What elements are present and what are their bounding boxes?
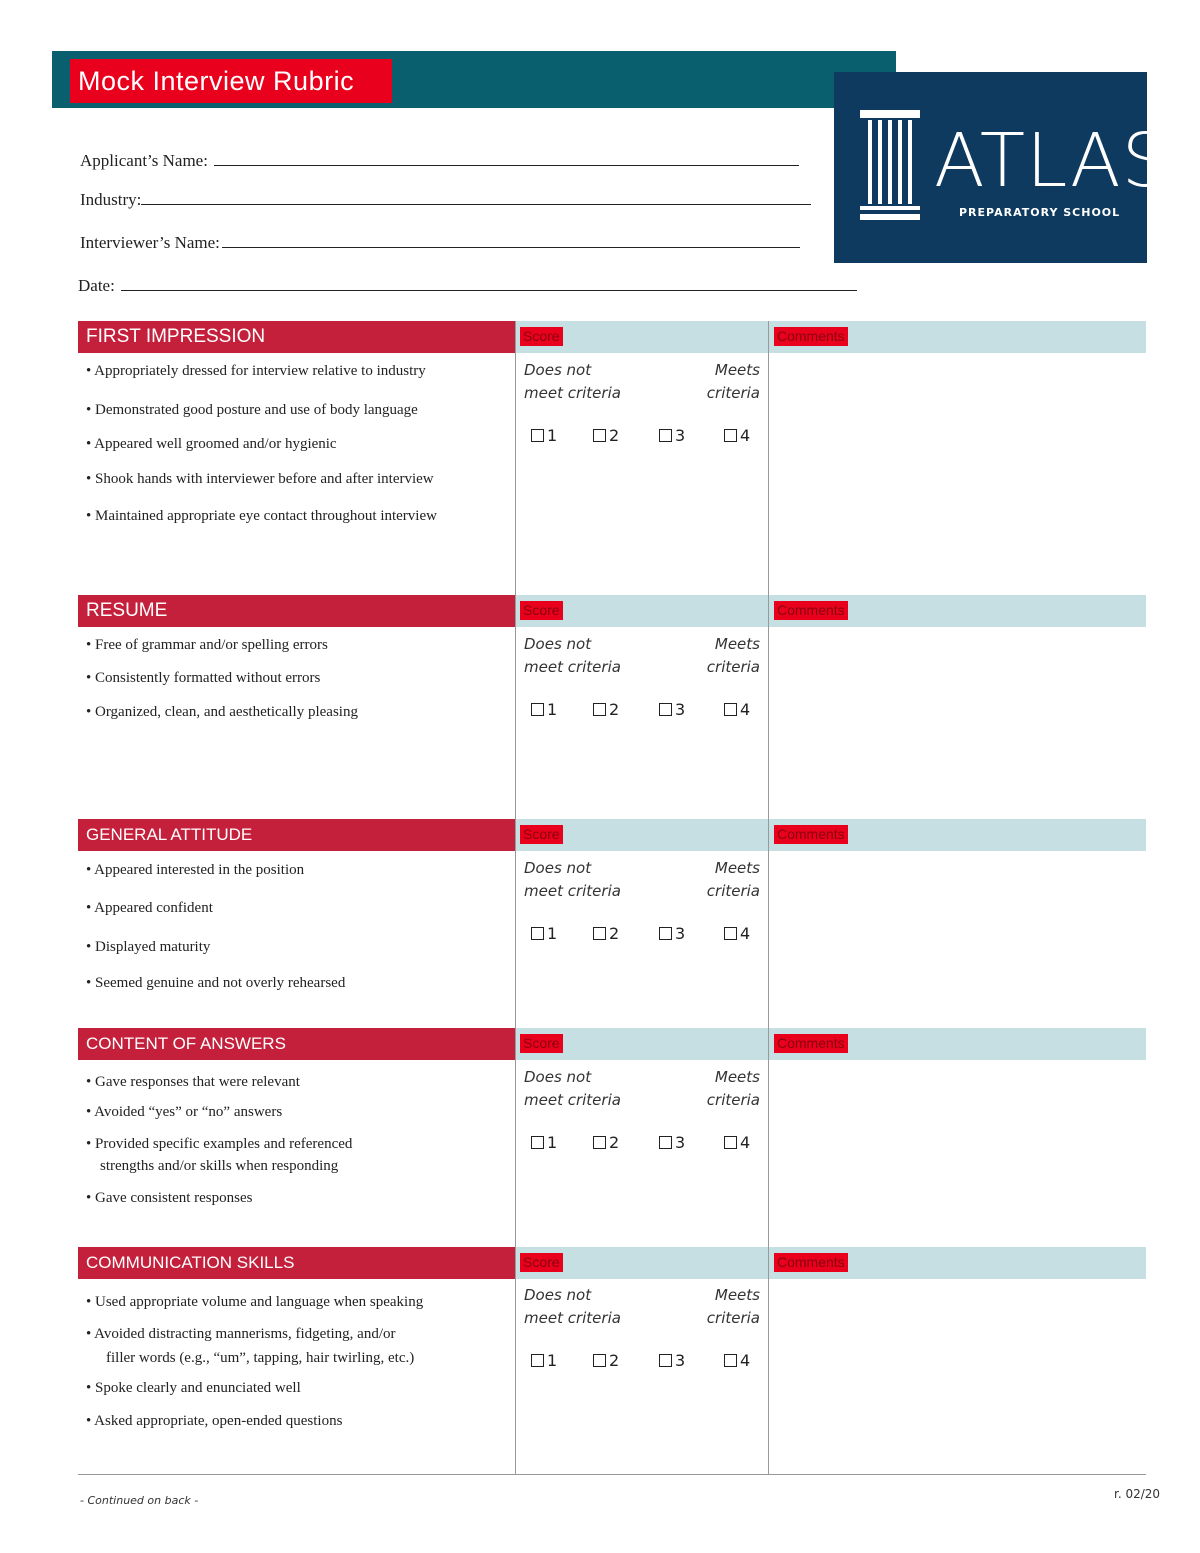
criterion-item: • Gave consistent responses [86, 1190, 253, 1206]
checkbox-icon[interactable] [593, 927, 606, 940]
checkbox-icon[interactable] [531, 703, 544, 716]
comments-header [769, 1028, 1146, 1060]
checkbox-icon[interactable] [724, 1354, 737, 1367]
score-option-1[interactable] [531, 426, 557, 446]
option-label: 4 [740, 426, 751, 445]
column-divider [768, 321, 769, 596]
interviewer-name-label: Interviewer’s Name: [80, 233, 220, 252]
date-field[interactable] [78, 276, 857, 296]
applicant-name-label: Applicant’s Name: [80, 151, 208, 170]
checkbox-icon[interactable] [531, 1136, 544, 1149]
option-label: 1 [547, 1133, 558, 1152]
criterion-item: • Gave responses that were relevant [86, 1074, 300, 1090]
checkbox-icon[interactable] [724, 1136, 737, 1149]
comments-header [769, 321, 1146, 353]
score-option-4[interactable] [724, 426, 750, 446]
interviewer-name-field[interactable] [80, 233, 800, 253]
column-divider [515, 819, 516, 1029]
criterion-item: • Appropriately dressed for interview relative to industry [86, 363, 426, 379]
date-label: Date: [78, 276, 115, 295]
option-label: 4 [740, 1133, 751, 1152]
section-title: RESUME [78, 595, 515, 627]
score-option-4[interactable] [724, 924, 750, 944]
score-option-3[interactable] [659, 700, 685, 720]
scale-low-line1: Does not [524, 1068, 592, 1086]
checkbox-icon[interactable] [531, 429, 544, 442]
industry-line[interactable] [141, 190, 811, 205]
scale-low-line2: meet criteria [524, 1309, 621, 1327]
logo-wordmark: ATLAS [934, 118, 1170, 204]
page-title: Mock Interview Rubric [70, 59, 392, 103]
column-divider [768, 595, 769, 820]
footer-divider [78, 1474, 1146, 1475]
column-divider [768, 1247, 769, 1474]
option-label: 2 [609, 924, 620, 943]
score-option-3[interactable] [659, 426, 685, 446]
comments-label: Comments [774, 327, 848, 346]
checkbox-icon[interactable] [724, 703, 737, 716]
option-label: 3 [675, 700, 686, 719]
score-option-4[interactable] [724, 700, 750, 720]
interviewer-name-line[interactable] [222, 233, 800, 248]
criterion-item: • Spoke clearly and enunciated well [86, 1380, 301, 1396]
option-label: 2 [609, 1133, 620, 1152]
comments-header [769, 595, 1146, 627]
scale-low-line1: Does not [524, 361, 592, 379]
scale-low-line2: meet criteria [524, 658, 621, 676]
industry-field[interactable] [80, 190, 811, 210]
revision-date: r. 02/20 [1114, 1487, 1161, 1501]
column-divider [768, 819, 769, 1029]
scale-high-line1: Meets [714, 1068, 760, 1086]
column-divider [515, 321, 516, 596]
criterion-item: • Demonstrated good posture and use of body language [86, 402, 418, 418]
scale-low-line1: Does not [524, 635, 592, 653]
option-label: 1 [547, 1351, 558, 1370]
score-header [516, 321, 768, 353]
option-label: 1 [547, 426, 558, 445]
criterion-item: • Seemed genuine and not overly rehearsed [86, 975, 346, 991]
scale-high-line2: criteria [706, 1091, 760, 1109]
criterion-item: • Free of grammar and/or spelling errors [86, 637, 328, 653]
checkbox-icon[interactable] [593, 429, 606, 442]
score-option-1[interactable] [531, 700, 557, 720]
option-label: 3 [675, 924, 686, 943]
scale-low-line2: meet criteria [524, 882, 621, 900]
scale-low-line2: meet criteria [524, 384, 621, 402]
section-title: COMMUNICATION SKILLS [78, 1247, 515, 1279]
option-label: 4 [740, 1351, 751, 1370]
criterion-item: • Used appropriate volume and language when speaking [86, 1294, 424, 1310]
criterion-item: filler words (e.g., “um”, tapping, hair twirling, etc.) [106, 1350, 415, 1366]
option-label: 2 [609, 426, 620, 445]
score-option-2[interactable] [593, 700, 619, 720]
column-divider [515, 1028, 516, 1248]
atlas-logo [834, 72, 1170, 263]
comments-header [769, 1247, 1146, 1279]
column-divider [515, 1247, 516, 1474]
option-label: 2 [609, 1351, 620, 1370]
column-divider [768, 1028, 769, 1248]
score-option-1[interactable] [531, 1133, 557, 1153]
score-label: Score [520, 327, 563, 346]
logo-subtitle: PREPARATORY SCHOOL [959, 206, 1121, 219]
scale-low-line1: Does not [524, 1286, 592, 1304]
scale-low-line1: Does not [524, 859, 592, 877]
criterion-item: • Shook hands with interviewer before and after interview [86, 471, 434, 487]
checkbox-icon[interactable] [659, 1354, 672, 1367]
option-label: 1 [547, 700, 558, 719]
checkbox-icon[interactable] [659, 927, 672, 940]
score-option-4[interactable] [724, 1133, 750, 1153]
option-label: 3 [675, 1133, 686, 1152]
scale-high-line2: criteria [706, 384, 760, 402]
column-divider [515, 595, 516, 820]
score-option-4[interactable] [724, 1351, 750, 1371]
criterion-item: • Consistently formatted without errors [86, 670, 321, 686]
checkbox-icon[interactable] [724, 927, 737, 940]
score-option-2[interactable] [593, 1133, 619, 1153]
comments-header [769, 819, 1146, 851]
checkbox-icon[interactable] [593, 1136, 606, 1149]
scale-high-line1: Meets [714, 361, 760, 379]
criterion-item: • Organized, clean, and aesthetically pleasing [86, 704, 358, 720]
checkbox-icon[interactable] [531, 927, 544, 940]
score-option-1[interactable] [531, 924, 557, 944]
criterion-item: • Provided specific examples and referenced [86, 1136, 353, 1152]
comments-label: Comments [774, 601, 848, 620]
checkbox-icon[interactable] [659, 429, 672, 442]
score-header [516, 819, 768, 851]
comments-label: Comments [774, 825, 848, 844]
score-header [516, 595, 768, 627]
checkbox-icon[interactable] [531, 1354, 544, 1367]
option-label: 4 [740, 924, 751, 943]
score-label: Score [520, 601, 563, 620]
score-option-2[interactable] [593, 924, 619, 944]
criterion-item: strengths and/or skills when responding [100, 1158, 339, 1174]
score-option-3[interactable] [659, 924, 685, 944]
score-option-2[interactable] [593, 426, 619, 446]
date-line[interactable] [121, 276, 857, 291]
scale-low-line2: meet criteria [524, 1091, 621, 1109]
applicant-name-field[interactable] [80, 151, 799, 171]
scale-high-line1: Meets [714, 635, 760, 653]
score-header [516, 1028, 768, 1060]
option-label: 3 [675, 426, 686, 445]
pillar-icon [860, 110, 920, 222]
checkbox-icon[interactable] [724, 429, 737, 442]
criterion-item: • Avoided “yes” or “no” answers [86, 1104, 283, 1120]
checkbox-icon[interactable] [593, 703, 606, 716]
continued-note: - Continued on back - [80, 1494, 199, 1507]
scale-high-line2: criteria [706, 1309, 760, 1327]
option-label: 3 [675, 1351, 686, 1370]
checkbox-icon[interactable] [659, 1136, 672, 1149]
applicant-name-line[interactable] [214, 151, 799, 166]
score-header [516, 1247, 768, 1279]
comments-label: Comments [774, 1253, 848, 1272]
criterion-item: • Appeared confident [86, 900, 213, 916]
section-title: FIRST IMPRESSION [78, 321, 515, 353]
score-option-1[interactable] [531, 1351, 557, 1371]
section-title: CONTENT OF ANSWERS [78, 1028, 515, 1060]
checkbox-icon[interactable] [659, 703, 672, 716]
score-label: Score [520, 1253, 563, 1272]
option-label: 4 [740, 700, 751, 719]
score-label: Score [520, 1034, 563, 1053]
criterion-item: • Asked appropriate, open-ended questions [86, 1413, 343, 1429]
scale-high-line2: criteria [706, 658, 760, 676]
option-label: 2 [609, 700, 620, 719]
scale-high-line1: Meets [714, 859, 760, 877]
criterion-item: • Maintained appropriate eye contact throughout interview [86, 508, 437, 524]
option-label: 1 [547, 924, 558, 943]
score-option-2[interactable] [593, 1351, 619, 1371]
scale-high-line1: Meets [714, 1286, 760, 1304]
comments-label: Comments [774, 1034, 848, 1053]
section-title: GENERAL ATTITUDE [78, 819, 515, 851]
criterion-item: • Appeared interested in the position [86, 862, 305, 878]
scale-high-line2: criteria [706, 882, 760, 900]
criterion-item: • Displayed maturity [86, 939, 211, 955]
industry-label: Industry: [80, 190, 142, 209]
criterion-item: • Avoided distracting mannerisms, fidgeting, and/or [86, 1326, 396, 1342]
score-option-3[interactable] [659, 1351, 685, 1371]
score-option-3[interactable] [659, 1133, 685, 1153]
criterion-item: • Appeared well groomed and/or hygienic [86, 436, 337, 452]
score-label: Score [520, 825, 563, 844]
checkbox-icon[interactable] [593, 1354, 606, 1367]
